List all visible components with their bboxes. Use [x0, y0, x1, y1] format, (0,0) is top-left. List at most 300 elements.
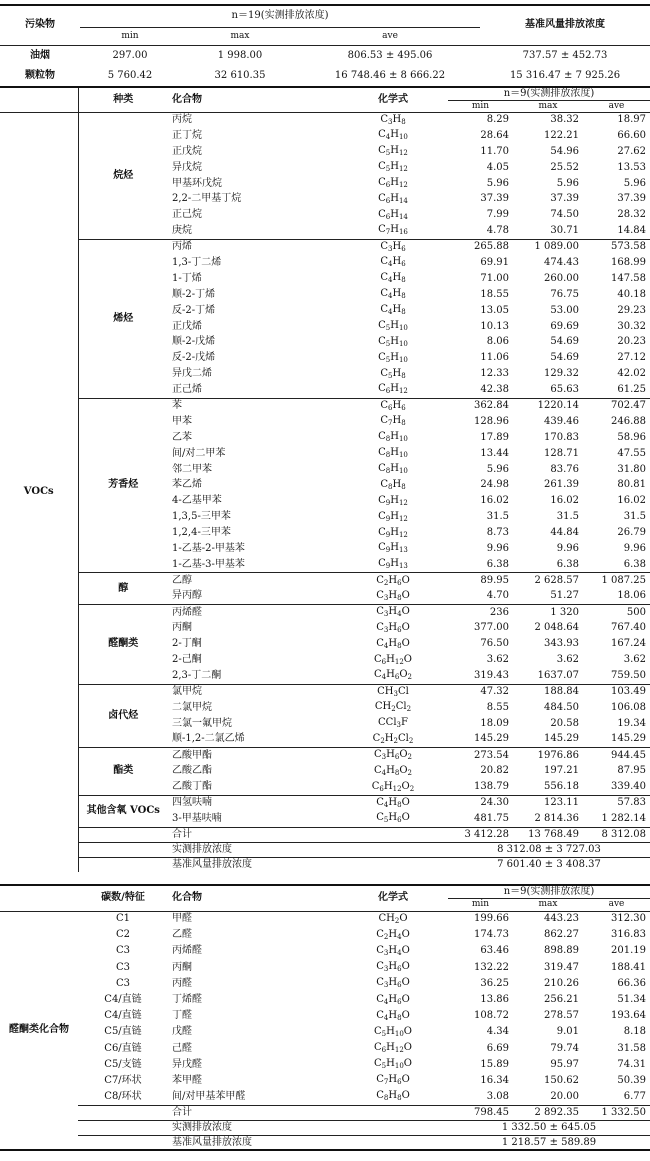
formula-cell — [338, 976, 448, 992]
min-header: min — [471, 100, 490, 111]
compound-name: 乙醛 — [172, 929, 192, 941]
formula-subscript: 8 — [401, 117, 406, 126]
formula-element: C — [376, 574, 384, 586]
carbon-number: C3 — [115, 945, 130, 957]
compound-name: 4-乙基甲苯 — [172, 495, 222, 507]
formula-cell — [338, 811, 448, 827]
formula-element: H — [392, 399, 402, 411]
max-value: 9.96 — [556, 542, 579, 554]
formula-element: O — [401, 977, 410, 989]
formula-cell — [338, 287, 448, 303]
formula-subscript: 3 — [383, 593, 389, 602]
formula-element: O — [401, 589, 410, 601]
formula-element: C — [380, 288, 388, 300]
compound-name: 1,3,5-三甲苯 — [172, 511, 231, 523]
ave-value: 14.84 — [617, 224, 646, 236]
formula-subscript: 10 — [398, 324, 408, 333]
min-value: 7.99 — [486, 209, 509, 221]
formula-element: C — [378, 542, 386, 554]
table-row — [0, 112, 650, 128]
ave-value: 9.96 — [623, 542, 646, 554]
min-header: min — [80, 27, 180, 45]
formula-subscript: 6 — [397, 1078, 402, 1087]
compound-name: 1-丁烯 — [172, 272, 202, 284]
min-value: 18.09 — [480, 717, 509, 729]
formula-subscript: 2 — [393, 736, 398, 745]
compound-name: 正戊烷 — [172, 145, 202, 157]
min-value: 6.69 — [486, 1042, 509, 1054]
formula-subscript: 8 — [385, 435, 391, 444]
formula-subscript: 6 — [397, 625, 402, 634]
formula-cell — [338, 557, 448, 573]
compound-name: 2,3-丁二酮 — [172, 669, 222, 681]
compound-name: 丙烯 — [168, 239, 338, 255]
ave-value: 106.08 — [611, 701, 646, 713]
formula-subscript: 6 — [385, 196, 391, 205]
formula-element: C — [374, 1025, 382, 1037]
formula-subscript: 4 — [381, 673, 387, 682]
ave-value: 16 748.46 ± 8 666.22 — [334, 70, 446, 81]
compound-name: 丙醛 — [172, 977, 192, 989]
formula-element: H — [384, 732, 394, 744]
formula-subscript: 12 — [398, 149, 408, 158]
ave-value: 18.97 — [583, 112, 650, 128]
formula-element: C — [380, 399, 388, 411]
formula-element: O — [401, 621, 410, 633]
formula-element: O — [403, 1058, 412, 1070]
formula-element: H — [386, 669, 395, 681]
formula-element: H — [390, 526, 399, 538]
formula-cell — [338, 239, 448, 255]
min-value: 5 760.42 — [107, 70, 153, 81]
max-value: 474.43 — [544, 256, 579, 268]
min-value: 8.73 — [486, 527, 509, 539]
ave-value: 30.32 — [617, 320, 646, 332]
table-row — [0, 239, 650, 255]
compound-name: 异戊二烯 — [172, 368, 212, 380]
formula-element: C — [376, 812, 384, 824]
table-row — [0, 1073, 650, 1089]
formula-element: H — [390, 463, 399, 475]
compound-name: 异戊醛 — [172, 1058, 202, 1070]
min-value: 37.39 — [480, 193, 509, 205]
ave-value: 74.31 — [617, 1058, 646, 1070]
formula-element: C — [376, 796, 384, 808]
formula-element: CH — [377, 685, 394, 697]
formula-element: C — [380, 240, 388, 252]
min-value: 236 — [448, 605, 513, 621]
formula-element: H — [392, 272, 402, 284]
compound-header: 化合物 — [172, 892, 202, 904]
formula-element: O — [399, 764, 408, 776]
compound-name: 邻二甲苯 — [172, 463, 212, 475]
max-value: 25.52 — [550, 161, 579, 173]
formula-subscript: 9 — [385, 498, 391, 507]
max-value: 20.00 — [550, 1090, 579, 1102]
formula-subscript: 3 — [383, 965, 389, 974]
formula-cell — [338, 652, 448, 668]
formula-cell — [338, 992, 448, 1008]
formula-subscript: 2 — [409, 784, 415, 793]
max-value: 83.76 — [550, 463, 579, 475]
total-min: 3 412.28 — [448, 827, 513, 842]
formula-cell — [338, 319, 448, 335]
formula-subscript: 6 — [394, 753, 400, 762]
formula-subscript: 6 — [387, 403, 393, 412]
formula-subscript: 3 — [383, 610, 389, 619]
ave-value: 3.62 — [623, 654, 646, 666]
min-value: 3.08 — [486, 1090, 509, 1102]
max-header: max — [180, 27, 300, 45]
formula-element: O — [403, 1042, 412, 1054]
ave-value: 47.55 — [617, 447, 646, 459]
formula-cell — [338, 255, 448, 271]
ave-header: ave — [300, 27, 480, 45]
formula-subscript: 10 — [394, 1062, 404, 1071]
compound-name: 戊醛 — [172, 1026, 192, 1038]
formula-element: C — [371, 780, 380, 792]
formula-element: Cl — [398, 732, 409, 744]
formula-subscript: 8 — [401, 308, 406, 317]
formula-subscript: 6 — [381, 657, 387, 666]
compound-name: 丙烯醛 — [172, 945, 202, 957]
baseline-row — [0, 1135, 650, 1150]
formula-cell — [338, 1041, 448, 1057]
max-value: 32 610.35 — [214, 70, 266, 81]
formula-element: C — [374, 764, 382, 776]
formula-subscript: 5 — [385, 149, 391, 158]
ave-value: 147.58 — [611, 272, 646, 284]
max-value: 31.5 — [556, 511, 579, 523]
max-value: 38.32 — [513, 112, 583, 128]
total-ave: 8 312.08 — [583, 827, 650, 842]
min-value: 3.62 — [486, 654, 509, 666]
formula-cell — [338, 621, 448, 637]
formula-element: H — [386, 764, 395, 776]
max-value: 9.01 — [556, 1026, 579, 1038]
table-row — [0, 573, 650, 589]
ave-value: 806.53 ± 495.06 — [347, 49, 433, 61]
min-value: 9.96 — [486, 542, 509, 554]
total-ave: 1 332.50 — [583, 1105, 650, 1120]
compound-name: 顺-2-丁烯 — [172, 288, 216, 300]
measured-label: 实测排放浓度 — [168, 842, 448, 857]
section-label: VOCs — [0, 112, 78, 872]
formula-element: H — [388, 977, 398, 989]
formula-subscript: 13 — [398, 562, 408, 571]
formula-cell — [338, 732, 448, 748]
min-value: 377.00 — [474, 622, 509, 634]
max-value: 260.00 — [544, 272, 579, 284]
formula-cell — [338, 398, 448, 414]
formula-cell — [338, 271, 448, 287]
max-value: 74.50 — [550, 209, 579, 221]
compound-name: 乙苯 — [172, 431, 192, 443]
formula-element: CCl — [378, 717, 397, 729]
formula-subscript: 8 — [401, 292, 406, 301]
max-value: 1220.14 — [513, 398, 583, 414]
formula-element: H — [390, 208, 399, 220]
formula-subscript: 6 — [401, 260, 406, 269]
formula-element: O — [399, 749, 408, 761]
formula-subscript: 3 — [383, 625, 389, 634]
formula-element: O — [401, 780, 410, 792]
ave-value: 19.34 — [617, 717, 646, 729]
formula-subscript: 5 — [381, 1062, 387, 1071]
formula-element: H — [388, 606, 398, 618]
formula-element: H — [388, 637, 398, 649]
formula-cell — [338, 207, 448, 223]
total-max: 2 892.35 — [513, 1105, 583, 1120]
formula-subscript: 10 — [398, 355, 408, 364]
ave-value: 500 — [583, 605, 650, 621]
formula-subscript: 4 — [383, 1013, 389, 1022]
formula-element: H — [386, 749, 395, 761]
formula-cell — [338, 430, 448, 446]
formula-subscript: 4 — [381, 768, 387, 777]
ave-value: 20.23 — [617, 336, 646, 348]
formula-subscript: 12 — [398, 387, 408, 396]
max-value: 20.58 — [550, 717, 579, 729]
min-value: 145.29 — [474, 733, 509, 745]
min-value: 89.95 — [448, 573, 513, 589]
carbon-header: 碳数/特征 — [101, 892, 145, 904]
max-value: 2 628.57 — [513, 573, 583, 589]
group-label: 醛酮类 — [78, 605, 168, 684]
category-header: 种类 — [78, 88, 168, 112]
max-value: 128.71 — [544, 447, 579, 459]
formula-subscript: 6 — [397, 981, 402, 990]
compound-name: 2-己酮 — [172, 654, 202, 666]
group-label: 醇 — [78, 573, 168, 605]
formula-subscript: 2 — [406, 705, 412, 714]
ave-value: 339.40 — [611, 781, 646, 793]
ave-value: 87.95 — [617, 765, 646, 777]
formula-cell — [338, 334, 448, 350]
formula-element: H — [388, 961, 398, 973]
max-header: max — [538, 100, 558, 111]
formula-element: C — [378, 383, 386, 395]
min-value: 16.34 — [480, 1074, 509, 1086]
compound-name: 乙醇 — [168, 573, 338, 589]
table-row — [0, 911, 650, 927]
ave-value: 29.23 — [617, 304, 646, 316]
formula-element: H — [392, 288, 402, 300]
formula-subscript: 2 — [380, 736, 385, 745]
formula-element: H — [388, 796, 398, 808]
formula-subscript: 9 — [385, 514, 391, 523]
ave-value: 944.45 — [583, 748, 650, 764]
formula-element: H — [390, 161, 399, 173]
formula-element: H — [388, 1074, 398, 1086]
formula-element: C — [380, 367, 388, 379]
ave-value: 18.06 — [617, 590, 646, 602]
carbon-number: C8/环状 — [104, 1090, 142, 1102]
max-value: 145.29 — [544, 733, 579, 745]
compound-name: 异戊烷 — [172, 161, 202, 173]
max-value: 2 048.64 — [534, 622, 579, 634]
formula-subscript: 3 — [383, 981, 389, 990]
formula-element: H — [390, 542, 399, 554]
compound-name: 反-2-戊烯 — [172, 352, 216, 364]
ave-value: 16.02 — [617, 495, 646, 507]
formula-subscript: 6 — [394, 673, 400, 682]
formula-subscript: 2 — [407, 673, 412, 682]
formula-cell — [338, 414, 448, 430]
formula-cell — [338, 1057, 448, 1073]
formula-element: C — [376, 621, 384, 633]
formula-subscript: 12 — [398, 530, 408, 539]
table-row — [0, 976, 650, 992]
formula-cell — [338, 748, 448, 764]
formula-subscript: 2 — [391, 705, 396, 714]
formula-subscript: 8 — [383, 1094, 389, 1103]
formula-subscript: 6 — [401, 244, 406, 253]
ave-value: 37.39 — [617, 193, 646, 205]
max-header: max — [538, 899, 558, 909]
formula-subscript: 12 — [392, 784, 402, 793]
max-value: 484.50 — [544, 701, 579, 713]
min-value: 18.55 — [480, 288, 509, 300]
section-label: 醛酮类化合物 — [0, 911, 78, 1150]
formula-element: C — [378, 335, 386, 347]
formula-element: H — [383, 780, 393, 792]
compound-name: 己醛 — [172, 1042, 192, 1054]
formula-subscript: 9 — [385, 562, 391, 571]
formula-element: C — [374, 669, 382, 681]
min-value: 13.86 — [480, 994, 509, 1006]
ave-value: 8.18 — [623, 1026, 646, 1038]
max-value: 65.63 — [550, 383, 579, 395]
ave-value: 167.24 — [611, 638, 646, 650]
ave-value: 759.50 — [611, 669, 646, 681]
formula-element: O — [401, 1090, 410, 1102]
formula-element: C — [378, 192, 386, 204]
formula-element: C — [378, 431, 386, 443]
min-value: 13.44 — [480, 447, 509, 459]
table-row — [0, 943, 650, 959]
formula-cell — [338, 1089, 448, 1105]
formula-element: H — [386, 653, 395, 665]
formula-element: H — [392, 240, 402, 252]
compound-name: 正己烯 — [172, 383, 202, 395]
formula-cell — [338, 927, 448, 943]
formula-element: C — [378, 129, 386, 141]
formula-subscript: 14 — [398, 212, 408, 221]
max-value: 69.69 — [550, 320, 579, 332]
group-label: 芳香烃 — [78, 398, 168, 573]
formula-subscript: 8 — [401, 371, 406, 380]
max-value: 76.75 — [550, 288, 579, 300]
formula-element: C — [376, 928, 384, 940]
formula-element: O — [399, 912, 408, 924]
formula-subscript: 4 — [397, 932, 402, 941]
formula-element: C — [380, 478, 388, 490]
formula-subscript: 4 — [387, 308, 393, 317]
formula-subscript: 14 — [398, 196, 408, 205]
carbon-number: C2 — [115, 929, 130, 941]
formula-subscript: 5 — [385, 165, 391, 174]
formula-cell — [338, 160, 448, 176]
group-label: 烯烃 — [78, 239, 168, 398]
max-value: 1 320 — [513, 605, 583, 621]
table-row — [0, 605, 650, 621]
ave-value: 188.41 — [611, 961, 646, 973]
min-value: 319.43 — [474, 669, 509, 681]
max-value: 51.27 — [550, 590, 579, 602]
total-min: 798.45 — [448, 1105, 513, 1120]
formula-element: H — [388, 1009, 398, 1021]
formula-subscript: 12 — [398, 165, 408, 174]
formula-subscript: 5 — [383, 816, 389, 825]
formula-cell — [338, 764, 448, 780]
compound-name: 正丁烷 — [172, 129, 202, 141]
table-row — [0, 927, 650, 943]
min-value: 5.96 — [486, 463, 509, 475]
carbon-number: C6/直链 — [104, 1042, 142, 1054]
formula-element: H — [390, 383, 399, 395]
formula-subscript: 8 — [401, 482, 406, 491]
pollutant-name: 颗粒物 — [25, 70, 55, 81]
table-row — [0, 1089, 650, 1105]
formula-element: CH — [378, 912, 395, 924]
ave-value: 80.81 — [617, 479, 646, 491]
formula-subscript: 8 — [401, 276, 406, 285]
formula-element: C — [378, 161, 386, 173]
ave-value: 5.96 — [623, 177, 646, 189]
formula-element: H — [390, 510, 399, 522]
formula-element: H — [390, 494, 399, 506]
formula-element: C — [380, 256, 388, 268]
formula-element: Cl — [395, 701, 407, 713]
formula-element: H — [392, 304, 402, 316]
table-row — [0, 66, 650, 87]
max-value: 54.69 — [550, 352, 579, 364]
compound-name: 正己烷 — [172, 209, 202, 221]
formula-element: H — [392, 415, 402, 427]
formula-element: C — [378, 463, 386, 475]
min-value: 265.88 — [448, 239, 513, 255]
min-value: 16.02 — [480, 495, 509, 507]
formula-element: O — [401, 928, 410, 940]
baseline-label: 基准风量排放浓度 — [168, 857, 448, 872]
table-row — [0, 960, 650, 976]
formula-cell — [338, 795, 448, 811]
compound-name: 正戊烯 — [172, 320, 202, 332]
formula-element: C — [376, 637, 384, 649]
compound-name: 三氯一氟甲烷 — [172, 717, 232, 729]
max-value: 122.21 — [544, 129, 579, 141]
formula-cell — [338, 911, 448, 927]
formula-subscript: 6 — [401, 403, 406, 412]
compound-name: 间/对甲基苯甲醛 — [172, 1090, 246, 1102]
formula-element: C — [378, 526, 386, 538]
formula-subscript: 9 — [385, 530, 391, 539]
formula-element: C — [376, 1074, 384, 1086]
formula-element: C — [378, 510, 386, 522]
formula-cell — [338, 684, 448, 700]
formula-cell — [338, 779, 448, 795]
carbon-number: C3 — [115, 961, 130, 973]
table-row — [0, 1024, 650, 1040]
compound-name: 庚烷 — [172, 224, 192, 236]
formula-subscript: 7 — [387, 419, 393, 428]
formula-subscript: 8 — [397, 1013, 402, 1022]
formula-element: C — [376, 977, 384, 989]
compound-name: 四氢呋喃 — [168, 795, 338, 811]
carbonyls-table — [0, 884, 650, 1151]
min-value: 11.70 — [480, 145, 509, 157]
